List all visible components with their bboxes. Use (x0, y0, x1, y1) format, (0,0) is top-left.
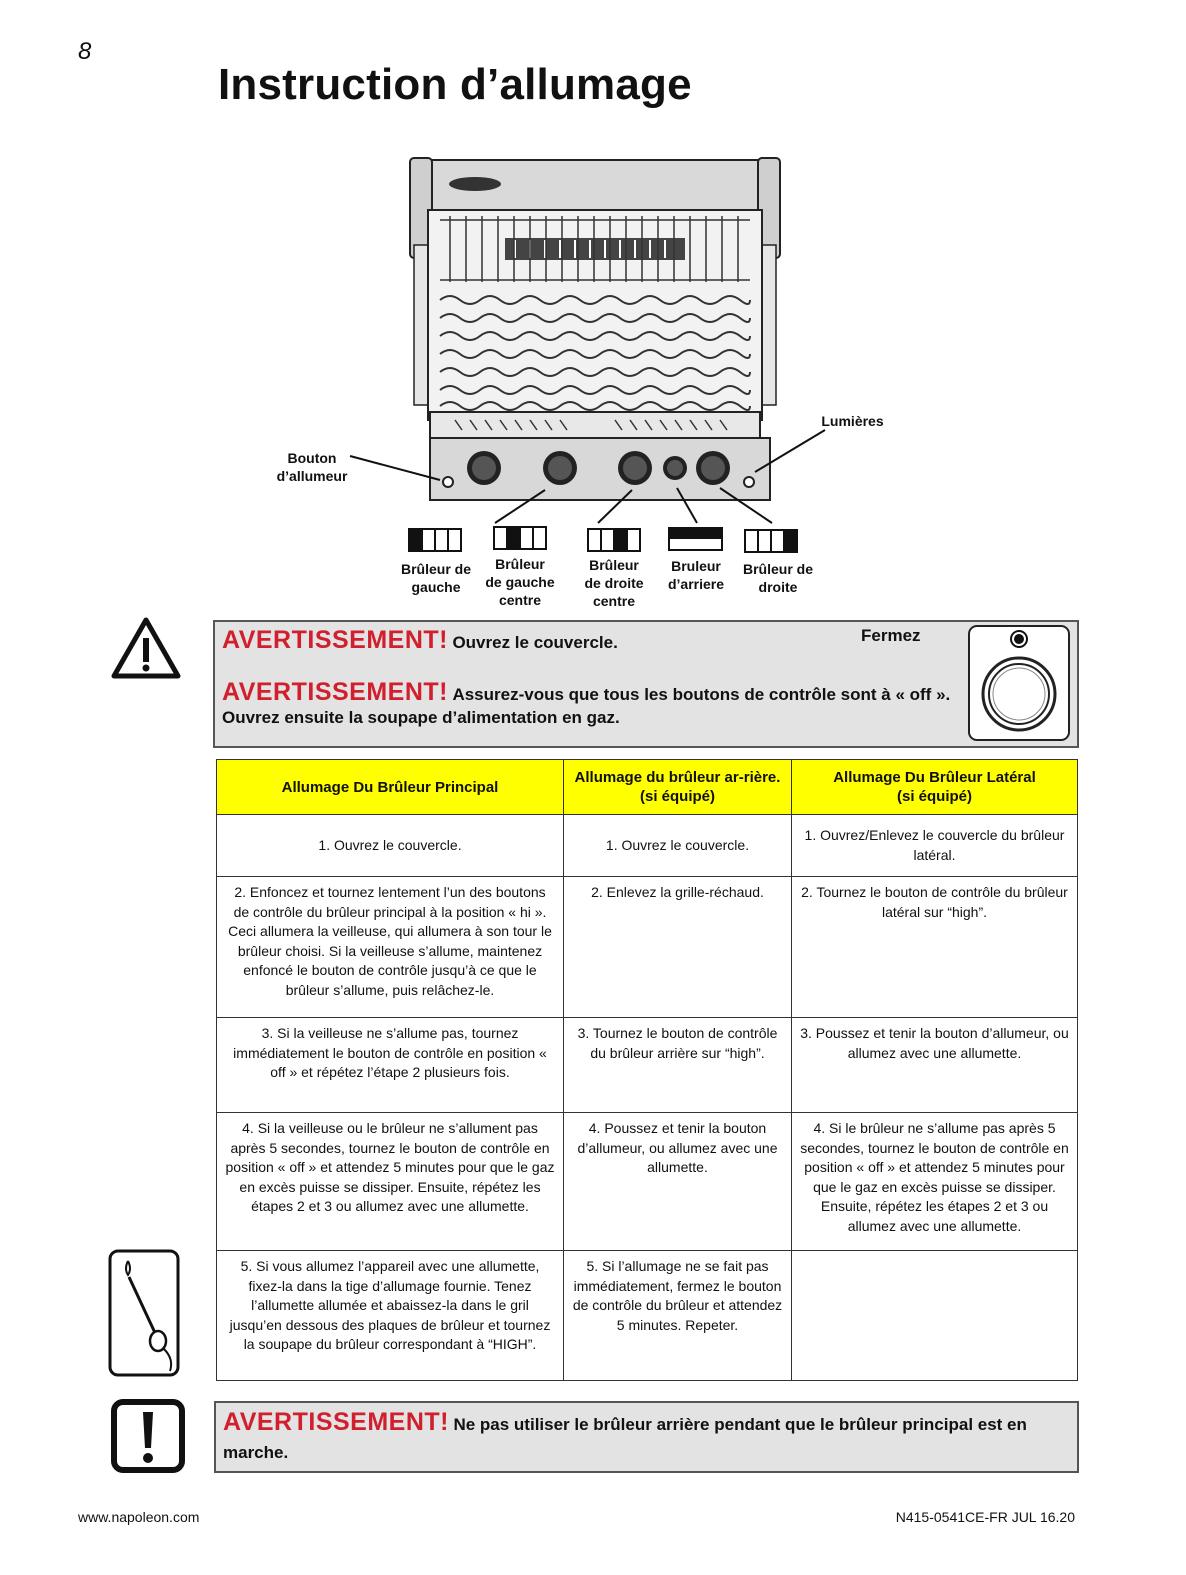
table-cell: 1. Ouvrez le couvercle. (217, 815, 564, 877)
table-row (217, 1113, 1078, 1251)
table-cell: 4. Poussez et tenir la bouton d’allumeur, ou allumez avec une allumette. (564, 1113, 792, 1251)
burner-rear-icon (669, 528, 722, 550)
table-cell: 5. Si l’allumage ne se fait pas immédiatement, fermez le bouton de contrôle du brûleur et attendez 5 minutes. Repeter. (564, 1251, 792, 1381)
footer-doc-code: N415-0541CE-FR JUL 16.20 (895, 1509, 1075, 1525)
table-header-row (217, 760, 1078, 815)
table-cell: 2. Enfoncez et tournez lentement l’un des boutons de contrôle du brûleur principal à la position « hi ». Ceci allumera la veilleuse, qui allumera à son tour le brûleur choisi. Si la veilleuse s’allume, maintenez enfoncé le bouton de contrôle jusqu’à ce que le brûleur s’allume, puis relâchez-le. (217, 877, 564, 1018)
table-cell (792, 1251, 1078, 1381)
exclamation-icon (110, 1398, 186, 1474)
burner-right-center-icon (588, 529, 640, 551)
label-rear-burner: Bruleur d’arriere (667, 558, 725, 592)
footer-website: www.napoleon.com (78, 1509, 200, 1525)
page-number: 8 (78, 38, 92, 65)
table-cell: 4. Si le brûleur ne s’allume pas après 5 secondes, tournez le bouton de contrôle en position « off » et attendez 5 minutes pour que le gaz en excès puisse se dissiper. Ensuite, répétez les étapes 2 et 3 ou allumez avec une allumette. (792, 1113, 1078, 1251)
warning-line-3: Ouvrez ensuite la soupape d’alimentation en gaz. (222, 708, 620, 727)
label-igniter: Bouton d’allumeur (276, 450, 348, 484)
table-cell: 3. Poussez et tenir la bouton d’allumeur, ou allumez avec une allumette. (792, 1018, 1078, 1113)
warning-word: AVERTISSEMENT! (223, 1408, 449, 1436)
label-lights: Lumières (821, 413, 884, 429)
table-row (217, 815, 1078, 877)
warning-line-2: AVERTISSEMENT! Assurez-vous que tous les boutons de contrôle sont à « off ». (222, 678, 951, 706)
warning-triangle-icon (110, 616, 182, 680)
burner-right-icon (745, 530, 797, 552)
warning-box-bottom (214, 1401, 1079, 1473)
label-left-center-burner: Brûleur de gauche centre (485, 556, 555, 608)
table-cell: 3. Tournez le bouton de contrôle du brûleur arrière sur “high”. (564, 1018, 792, 1113)
off-label: Fermez (861, 626, 921, 645)
table-cell: 2. Tournez le bouton de contrôle du brûleur latéral sur “high”. (792, 877, 1078, 1018)
table-row (217, 1251, 1078, 1381)
header-side-burner: Allumage Du Brûleur Latéral (si équipé) (792, 760, 1078, 815)
callout-lines (0, 0, 1186, 620)
table-row (217, 877, 1078, 1018)
lighting-rod-icon (108, 1249, 180, 1377)
burner-left-center-icon (494, 527, 546, 549)
table-cell: 4. Si la veilleuse ou le brûleur ne s’allument pas après 5 secondes, tournez le bouton de contrôle en position « off » et attendez 5 minutes pour que le gaz en excès puisse se dissiper. Ensuite, répétez les étapes 2 et 3 ou allumez avec une allumette. (217, 1113, 564, 1251)
table-cell: 3. Si la veilleuse ne s’allume pas, tournez immédiatement le bouton de contrôle en position « off » et répétez l’étape 2 plusieurs fois. (217, 1018, 564, 1113)
warning-line-1: AVERTISSEMENT! Ouvrez le couvercle. (222, 626, 618, 654)
warning-word: AVERTISSEMENT! (222, 678, 448, 706)
header-main-burner: Allumage Du Brûleur Principal (217, 760, 564, 815)
table-cell: 2. Enlevez la grille-réchaud. (564, 877, 792, 1018)
table-cell: 1. Ouvrez/Enlevez le couvercle du brûleur latéral. (792, 815, 1078, 877)
warning-word: AVERTISSEMENT! (222, 626, 448, 654)
table-cell: 1. Ouvrez le couvercle. (564, 815, 792, 877)
page-title: Instruction d’allumage (218, 60, 692, 109)
burner-left-icon (409, 529, 461, 551)
label-left-burner: Brûleur de gauche (400, 561, 471, 595)
label-right-center-burner: Brûleur de droite centre (584, 557, 644, 609)
warning-bottom-text: AVERTISSEMENT! Ne pas utiliser le brûleur arrière pendant que le brûleur principal est en marche. (223, 1408, 1027, 1462)
knob-off-icon (967, 624, 1071, 742)
table-cell: 5. Si vous allumez l’appareil avec une allumette, fixez-la dans la tige d’allumage fournie. Tenez l’allumette allumée et abaissez-la dans le gril jusqu’en dessous des plaques de brûleur et tournez la soupape du brûleur correspondant à “HIGH”. (217, 1251, 564, 1381)
header-rear-burner: Allumage du brûleur ar-rière. (si équipé) (564, 760, 792, 815)
table-row (217, 1018, 1078, 1113)
label-right-burner: Brûleur de droite (742, 561, 813, 595)
lighting-steps-table (216, 759, 1078, 1381)
warning-box-top (213, 620, 1079, 748)
